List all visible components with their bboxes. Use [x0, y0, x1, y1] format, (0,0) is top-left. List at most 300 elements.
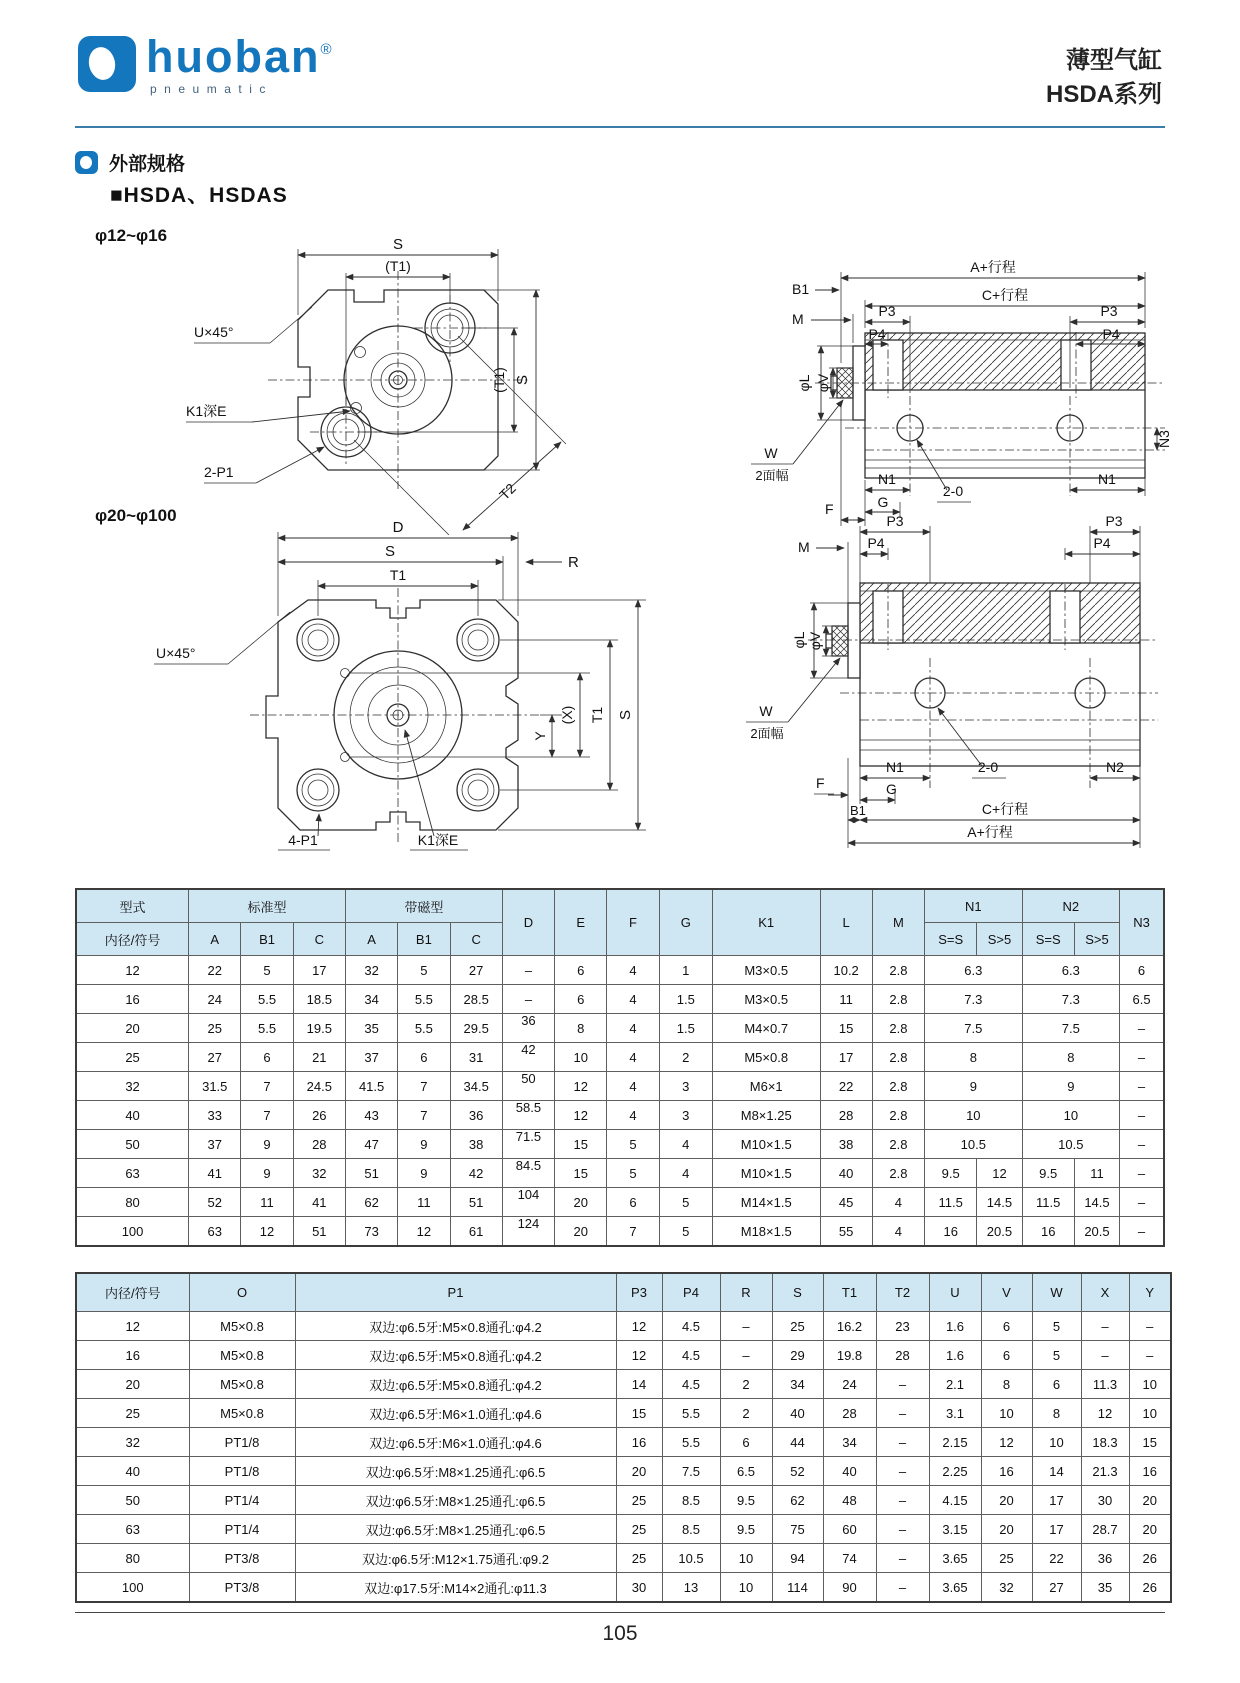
logo-icon — [78, 36, 136, 92]
table-cell: 11.5 — [925, 1188, 977, 1217]
table-cell: 12 — [241, 1217, 293, 1247]
table-cell: 10.2 — [820, 956, 872, 985]
bore-cell: 50 — [76, 1486, 189, 1515]
table-cell: 11.5 — [1022, 1188, 1074, 1217]
table-cell: 36 — [1081, 1544, 1129, 1573]
table-cell: 6 — [555, 985, 607, 1014]
col-header-o: O — [189, 1273, 295, 1312]
table-cell: 12 — [977, 1159, 1022, 1188]
table-cell: – — [1120, 1130, 1164, 1159]
bore-cell: 63 — [76, 1159, 189, 1188]
table-cell: 4 — [607, 1072, 659, 1101]
table-cell: 45 — [820, 1188, 872, 1217]
table-cell: 34 — [345, 985, 397, 1014]
table-cell: 5.5 — [398, 1014, 450, 1043]
table-cell: 17 — [1032, 1515, 1081, 1544]
table-cell: PT1/8 — [189, 1428, 295, 1457]
table-cell: 41 — [293, 1188, 345, 1217]
table-cell: 3 — [659, 1101, 712, 1130]
table-cell: 22 — [189, 956, 241, 985]
table-cell: 29 — [772, 1341, 823, 1370]
section-subtitle: ■HSDA、HSDAS — [110, 184, 288, 207]
bore-cell: 12 — [76, 1312, 189, 1341]
table-cell: 5 — [398, 956, 450, 985]
table-cell: 21.3 — [1081, 1457, 1129, 1486]
col-header-u: U — [929, 1273, 981, 1312]
front-view-drawing-large — [138, 500, 678, 852]
table-cell: M8×1.25 — [712, 1101, 820, 1130]
table-cell: 55 — [820, 1217, 872, 1247]
table-cell: M3×0.5 — [712, 985, 820, 1014]
col-header-g: G — [659, 889, 712, 956]
dimension-table-2-wrap — [75, 1272, 1165, 1603]
table-cell: – — [1129, 1341, 1171, 1370]
table-cell: 63 — [189, 1217, 241, 1247]
dim-label-p4-left: P4 — [867, 535, 885, 551]
table-row — [76, 1217, 1164, 1247]
table-cell: 21 — [293, 1043, 345, 1072]
table-row — [76, 956, 1164, 985]
table-cell: 17 — [1032, 1486, 1081, 1515]
table-cell: M4×0.7 — [712, 1014, 820, 1043]
bore-cell: 100 — [76, 1217, 189, 1247]
table-row — [76, 1312, 1171, 1341]
callout-labels — [186, 307, 350, 483]
chamfer-label: U×45° — [156, 645, 196, 661]
col-header-n2-sgt: S>5 — [1074, 923, 1119, 956]
bore-cell: 100 — [76, 1573, 189, 1603]
bore-cell: 40 — [76, 1457, 189, 1486]
dim-label-phi-l: φL — [796, 374, 812, 392]
table-cell: – — [502, 956, 554, 985]
brand-logo — [78, 31, 334, 96]
table-cell: 双边:φ6.5牙:M8×1.25通孔:φ6.5 — [295, 1486, 616, 1515]
col-header-model: 型式 — [76, 889, 189, 923]
col-header-s: S — [772, 1273, 823, 1312]
table-cell: 61 — [450, 1217, 502, 1247]
table-cell: 62 — [345, 1188, 397, 1217]
port-callout-label: 2-0 — [977, 759, 999, 775]
table-cell: 20 — [555, 1217, 607, 1247]
table-cell: 1 — [659, 956, 712, 985]
table-cell: 40 — [823, 1457, 876, 1486]
bore-cell: 63 — [76, 1515, 189, 1544]
dimension-table-1 — [75, 888, 1165, 1247]
table-cell: 58.5 — [502, 1101, 554, 1130]
table-cell: – — [876, 1544, 929, 1573]
table-cell: 71.5 — [502, 1130, 554, 1159]
table-cell: 2.8 — [872, 1101, 924, 1130]
table-cell: M6×1 — [712, 1072, 820, 1101]
table-cell: 51 — [293, 1217, 345, 1247]
col-header-x: X — [1081, 1273, 1129, 1312]
page-title-line2: HSDA系列 — [1045, 80, 1162, 108]
table-cell: 24 — [823, 1370, 876, 1399]
col-header-n3: N3 — [1120, 889, 1164, 956]
table-cell: 9.5 — [1022, 1159, 1074, 1188]
table-cell: 双边:φ6.5牙:M12×1.75通孔:φ9.2 — [295, 1544, 616, 1573]
dim-label-n1-right: N1 — [1098, 471, 1116, 487]
table-cell: 2.8 — [872, 1014, 924, 1043]
table-cell: 38 — [820, 1130, 872, 1159]
table-cell: 60 — [823, 1515, 876, 1544]
table-cell: – — [876, 1573, 929, 1603]
table-cell: 2.15 — [929, 1428, 981, 1457]
table-cell: 28.7 — [1081, 1515, 1129, 1544]
table-cell: – — [1129, 1312, 1171, 1341]
table-cell: 40 — [772, 1399, 823, 1428]
table-cell: 24.5 — [293, 1072, 345, 1101]
table-cell: 11 — [1074, 1159, 1119, 1188]
table-cell: 12 — [1081, 1399, 1129, 1428]
table-cell: M3×0.5 — [712, 956, 820, 985]
table-cell: 15 — [555, 1130, 607, 1159]
table-cell: PT1/4 — [189, 1486, 295, 1515]
dim-label-phi-v: φV — [815, 373, 831, 393]
dim-label-n3: N3 — [1156, 430, 1172, 448]
table-cell: 38 — [450, 1130, 502, 1159]
table-cell: 73 — [345, 1217, 397, 1247]
table-cell: 2.1 — [929, 1370, 981, 1399]
table-cell: M10×1.5 — [712, 1159, 820, 1188]
table-cell: – — [1120, 1072, 1164, 1101]
dimension-lines — [298, 236, 566, 535]
table-cell: – — [1081, 1341, 1129, 1370]
table-row — [76, 1159, 1164, 1188]
table-cell: 84.5 — [502, 1159, 554, 1188]
table-row — [76, 1188, 1164, 1217]
registered-mark: ® — [320, 41, 334, 58]
table-cell: 25 — [189, 1014, 241, 1043]
col-header-e: E — [555, 889, 607, 956]
table-cell: – — [876, 1457, 929, 1486]
table-cell: 4 — [607, 1014, 659, 1043]
table-cell: – — [1120, 1188, 1164, 1217]
table-cell: 8 — [1032, 1399, 1081, 1428]
table-cell: 25 — [772, 1312, 823, 1341]
table-cell: 19.5 — [293, 1014, 345, 1043]
bore-cell: 80 — [76, 1544, 189, 1573]
table-cell: 双边:φ6.5牙:M5×0.8通孔:φ4.2 — [295, 1341, 616, 1370]
col-header-magnet: 带磁型 — [345, 889, 502, 923]
table-cell: 28 — [876, 1341, 929, 1370]
table-cell: 9 — [1022, 1072, 1120, 1101]
bolt-hole-left — [873, 340, 903, 390]
table-cell: 20.5 — [1074, 1217, 1119, 1247]
table-cell: 4 — [659, 1159, 712, 1188]
table-cell: 31.5 — [189, 1072, 241, 1101]
table-cell: – — [876, 1399, 929, 1428]
table-cell: 3.65 — [929, 1573, 981, 1603]
dim-label-d: D — [392, 519, 404, 536]
rod-tip — [826, 634, 832, 648]
table-cell: 双边:φ6.5牙:M5×0.8通孔:φ4.2 — [295, 1370, 616, 1399]
table-cell: 双边:φ6.5牙:M8×1.25通孔:φ6.5 — [295, 1515, 616, 1544]
table-cell: 6 — [1120, 956, 1164, 985]
table-cell: 15 — [555, 1159, 607, 1188]
table-header-row — [76, 889, 1164, 923]
table-cell: 8 — [981, 1370, 1032, 1399]
table-row — [76, 1043, 1164, 1072]
table-cell: 6.3 — [1022, 956, 1120, 985]
table-cell: M5×0.8 — [189, 1341, 295, 1370]
table-cell: 2.8 — [872, 985, 924, 1014]
dim-label-s-top: S — [392, 236, 404, 253]
bore-cell: 16 — [76, 1341, 189, 1370]
table-cell: 4 — [872, 1217, 924, 1247]
k1-depth-label: K1深E — [186, 403, 227, 419]
table-cell: 2 — [720, 1399, 772, 1428]
table-cell: 27 — [1032, 1573, 1081, 1603]
dim-label-f: F — [825, 501, 834, 517]
table-cell: 17 — [293, 956, 345, 985]
table-cell: 15 — [616, 1399, 662, 1428]
dim-label-b1: B1 — [850, 803, 866, 818]
port-callout-label: 2-0 — [942, 483, 964, 499]
dim-label-w: W — [764, 445, 778, 461]
table-cell: 4 — [659, 1130, 712, 1159]
col-header-l: L — [820, 889, 872, 956]
rod-nut — [832, 626, 848, 656]
table-row — [76, 1130, 1164, 1159]
table-cell: 94 — [772, 1544, 823, 1573]
table-cell: 28 — [823, 1399, 876, 1428]
page-title-line1: 薄型气缸 — [1066, 47, 1162, 74]
table-cell: 25 — [616, 1486, 662, 1515]
table-row — [76, 1515, 1171, 1544]
table-cell: 26 — [1129, 1573, 1171, 1603]
table-cell: 51 — [345, 1159, 397, 1188]
dim-label-t1-right: T1 — [589, 706, 605, 724]
table-cell: – — [876, 1515, 929, 1544]
dimension-table-2 — [75, 1272, 1172, 1603]
table-cell: 74 — [823, 1544, 876, 1573]
table-cell: 22 — [820, 1072, 872, 1101]
table-cell: 44 — [772, 1428, 823, 1457]
table-cell: 52 — [189, 1188, 241, 1217]
table-cell: 4 — [607, 1043, 659, 1072]
section-bullet-dot — [80, 156, 92, 169]
table-cell: 14 — [1032, 1457, 1081, 1486]
table-cell: 5 — [1032, 1312, 1081, 1341]
table-cell: 18.5 — [293, 985, 345, 1014]
dim-label-p4-right: P4 — [1102, 326, 1120, 342]
table-cell: 7.3 — [925, 985, 1023, 1014]
table-cell: 3 — [659, 1072, 712, 1101]
table-cell: 20 — [616, 1457, 662, 1486]
table-cell: 37 — [345, 1043, 397, 1072]
table-cell: 25 — [616, 1544, 662, 1573]
table-cell: 11 — [241, 1188, 293, 1217]
table-cell: 4 — [872, 1188, 924, 1217]
table-row — [76, 1544, 1171, 1573]
table-row — [76, 985, 1164, 1014]
dim-label-a-stroke: A+行程 — [970, 259, 1016, 275]
col-header-bore: 内径/符号 — [76, 1273, 189, 1312]
table-cell: 8.5 — [662, 1486, 720, 1515]
table-cell: 15 — [820, 1014, 872, 1043]
table-cell: 50 — [502, 1072, 554, 1101]
dim-label-t1: T1 — [389, 567, 407, 583]
dim-label-a-stroke: A+行程 — [967, 824, 1013, 840]
table-cell: PT3/8 — [189, 1544, 295, 1573]
table-cell: 7.5 — [662, 1457, 720, 1486]
col-header-n1-sgt: S>5 — [977, 923, 1022, 956]
dim-label-b1: B1 — [792, 281, 810, 297]
col-header-y: Y — [1129, 1273, 1171, 1312]
col-header-m: M — [872, 889, 924, 956]
table-cell: 26 — [1129, 1544, 1171, 1573]
logo-text: huoban — [146, 31, 321, 82]
table-cell: 30 — [1081, 1486, 1129, 1515]
table-cell: – — [1120, 1159, 1164, 1188]
table-cell: 34 — [823, 1428, 876, 1457]
table-cell: 7 — [241, 1072, 293, 1101]
table-cell: 7 — [398, 1072, 450, 1101]
table-cell: 5.5 — [398, 985, 450, 1014]
table-cell: 9.5 — [720, 1486, 772, 1515]
dim-label-s-right: S — [514, 374, 531, 386]
table-row — [76, 1457, 1171, 1486]
table-cell: 11.3 — [1081, 1370, 1129, 1399]
table-row — [76, 1399, 1171, 1428]
table-cell: 40 — [820, 1159, 872, 1188]
table-cell: M5×0.8 — [189, 1370, 295, 1399]
table-cell: 7 — [241, 1101, 293, 1130]
section-heading — [75, 149, 185, 176]
table-cell: 36 — [450, 1101, 502, 1130]
table-cell: 4.5 — [662, 1341, 720, 1370]
table-cell: 28 — [293, 1130, 345, 1159]
dim-label-w: W — [759, 703, 773, 719]
table-cell: PT1/4 — [189, 1515, 295, 1544]
table-cell: M5×0.8 — [712, 1043, 820, 1072]
table-cell: 3.15 — [929, 1515, 981, 1544]
table-cell: 7.5 — [1022, 1014, 1120, 1043]
col-header-t1: T1 — [823, 1273, 876, 1312]
table-cell: 8 — [1022, 1043, 1120, 1072]
table-cell: 20 — [981, 1486, 1032, 1515]
table-cell: – — [720, 1312, 772, 1341]
col-header-k1: K1 — [712, 889, 820, 956]
table-cell: 3.1 — [929, 1399, 981, 1428]
table-cell: 16 — [981, 1457, 1032, 1486]
dim-label-p3-right: P3 — [1105, 513, 1123, 529]
front-view-drawing-small — [178, 215, 598, 535]
table-cell: 6.5 — [720, 1457, 772, 1486]
table-row — [76, 1486, 1171, 1515]
table-cell: 51 — [450, 1188, 502, 1217]
table-cell: 2.8 — [872, 1130, 924, 1159]
table-cell: 32 — [981, 1573, 1032, 1603]
col-header-n2-seq: S=S — [1022, 923, 1074, 956]
table-cell: – — [1120, 1014, 1164, 1043]
table-cell: 5.5 — [241, 985, 293, 1014]
bore-cell: 32 — [76, 1072, 189, 1101]
table-cell: 10 — [925, 1101, 1023, 1130]
col-header-a2: A — [345, 923, 397, 956]
table-cell: 24 — [189, 985, 241, 1014]
table-cell: 41.5 — [345, 1072, 397, 1101]
table-cell: 5.5 — [241, 1014, 293, 1043]
col-header-c: C — [293, 923, 345, 956]
dimension-table-1-wrap — [75, 888, 1165, 1247]
table-cell: 90 — [823, 1573, 876, 1603]
table-cell: 25 — [616, 1515, 662, 1544]
table-cell: 10 — [1129, 1399, 1171, 1428]
table-cell: 25 — [981, 1544, 1032, 1573]
table-cell: 27 — [189, 1043, 241, 1072]
dim-label-w-sub: 2面幅 — [755, 468, 789, 483]
table-cell: 8.5 — [662, 1515, 720, 1544]
table-cell: 20 — [1129, 1486, 1171, 1515]
bore-cell: 80 — [76, 1188, 189, 1217]
table-cell: 6 — [1032, 1370, 1081, 1399]
col-header-standard: 标准型 — [189, 889, 346, 923]
section-bullet-icon — [75, 151, 98, 174]
table-cell: 7 — [398, 1101, 450, 1130]
bore-cell: 32 — [76, 1428, 189, 1457]
table-cell: 18.3 — [1081, 1428, 1129, 1457]
table-cell: 6 — [981, 1341, 1032, 1370]
col-header-d: D — [502, 889, 554, 956]
table-cell: 6 — [398, 1043, 450, 1072]
table-cell: 10 — [720, 1544, 772, 1573]
table-cell: 34 — [772, 1370, 823, 1399]
logo-icon-dot — [86, 45, 118, 83]
section-title: 外部规格 — [109, 154, 186, 175]
col-header-n1: N1 — [925, 889, 1023, 923]
table-cell: 43 — [345, 1101, 397, 1130]
table-cell: 9 — [241, 1130, 293, 1159]
table-cell: 10 — [1032, 1428, 1081, 1457]
dim-label-p3-left: P3 — [886, 513, 904, 529]
col-header-f: F — [607, 889, 659, 956]
dim-label-p4-left: P4 — [868, 326, 886, 342]
table-cell: 14.5 — [1074, 1188, 1119, 1217]
col-header-r: R — [720, 1273, 772, 1312]
side-view-drawing-small — [695, 228, 1195, 528]
table-cell: 4 — [607, 956, 659, 985]
dim-label-t2: T2 — [496, 480, 519, 503]
dim-label-c-stroke: C+行程 — [981, 287, 1029, 303]
callout-labels — [154, 612, 468, 850]
table-cell: 16 — [616, 1428, 662, 1457]
table-cell: 5 — [659, 1188, 712, 1217]
col-header-p3: P3 — [616, 1273, 662, 1312]
dim-label-x: (X) — [559, 705, 575, 725]
table-cell: – — [1081, 1312, 1129, 1341]
header-divider — [75, 126, 1165, 128]
bore-cell: 16 — [76, 985, 189, 1014]
table-cell: 11 — [820, 985, 872, 1014]
table-cell: 10.5 — [1022, 1130, 1120, 1159]
table-cell: 8 — [925, 1043, 1023, 1072]
table-cell: 10 — [555, 1043, 607, 1072]
dim-label-g: G — [886, 781, 897, 797]
table-row — [76, 1573, 1171, 1603]
table-cell: 34.5 — [450, 1072, 502, 1101]
table-cell: 9.5 — [720, 1515, 772, 1544]
table-cell: 33 — [189, 1101, 241, 1130]
table-cell: 5 — [1032, 1341, 1081, 1370]
table-cell: 20 — [555, 1188, 607, 1217]
dimension-lines — [278, 519, 646, 830]
table-cell: 47 — [345, 1130, 397, 1159]
table-cell: – — [876, 1428, 929, 1457]
table-cell: 6 — [607, 1188, 659, 1217]
col-header-p4: P4 — [662, 1273, 720, 1312]
